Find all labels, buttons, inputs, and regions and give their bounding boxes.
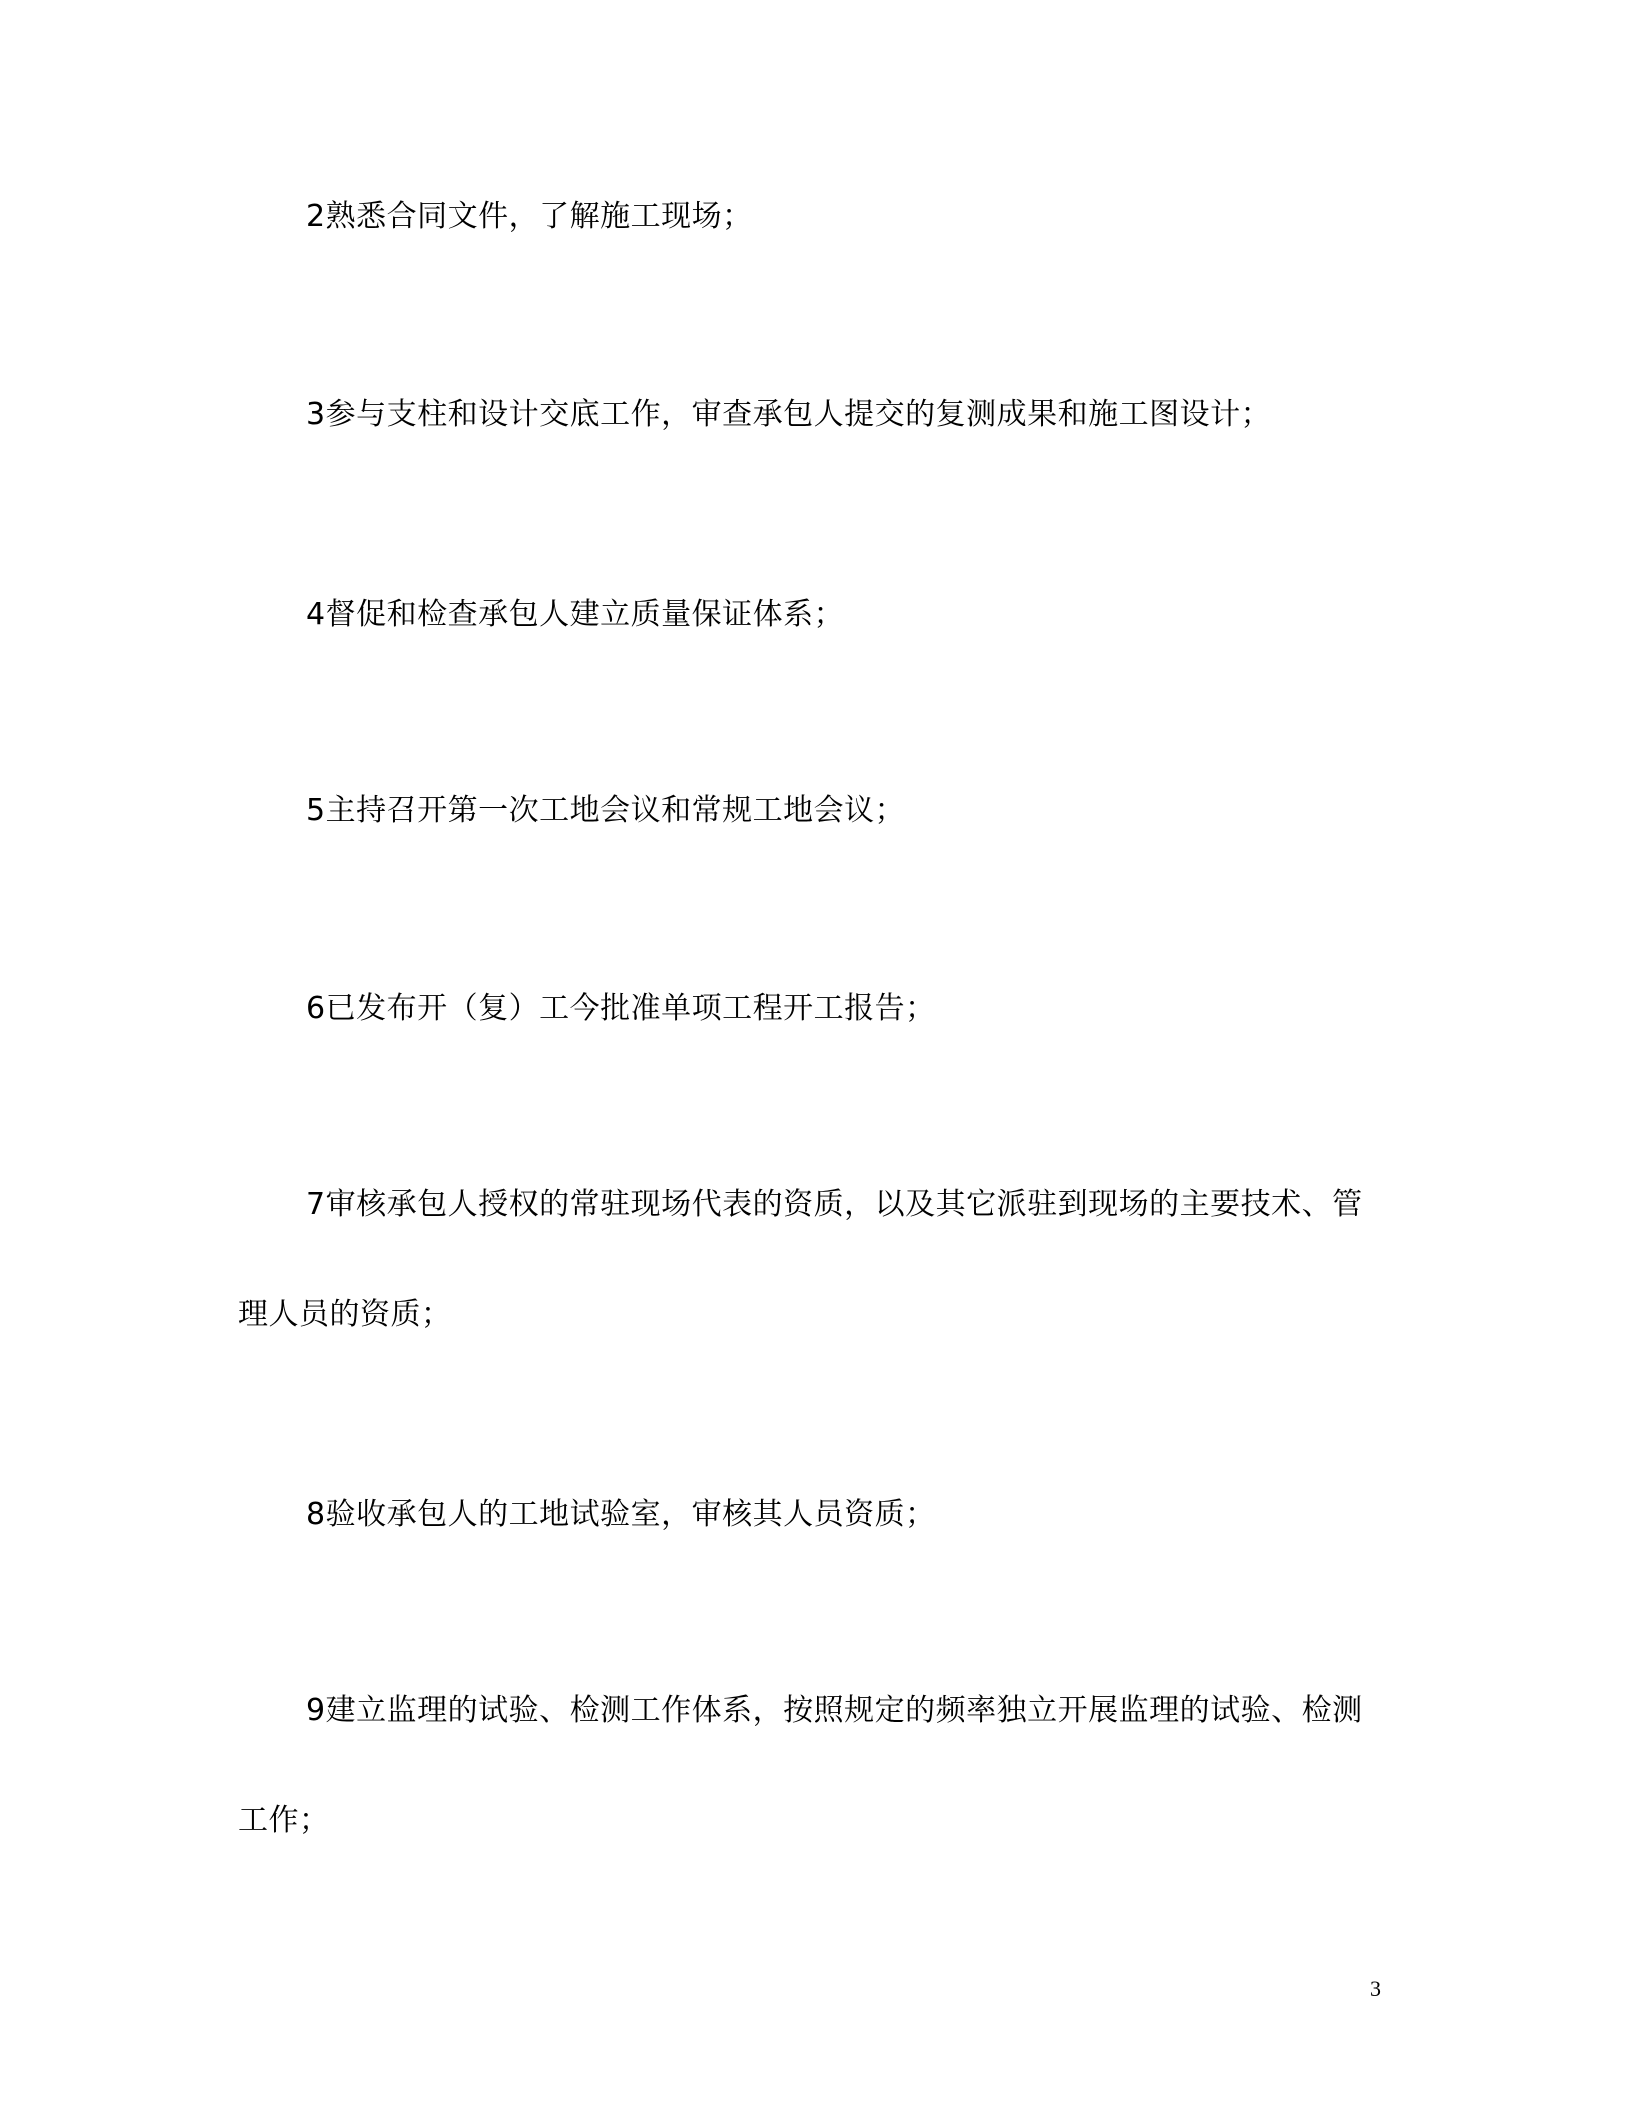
paragraph-item-5: 5主持召开第一次工地会议和常规工地会议； [306,793,906,828]
paragraph-item-2: 2熟悉合同文件，了解施工现场； [306,199,753,234]
paragraph-item-9: 9建立监理的试验、检测工作体系，按照规定的频率独立开展监理的试验、检测工作； [238,1693,1363,1838]
paragraph-item-8: 8验收承包人的工地试验室，审核其人员资质； [306,1497,936,1532]
paragraph-item-7: 7审核承包人授权的常驻现场代表的资质，以及其它派驻到现场的主要技术、管理人员的资质； [238,1187,1363,1332]
paragraph-item-4: 4督促和检查承包人建立质量保证体系； [306,597,845,632]
page-number: 3 [1370,1976,1381,2001]
paragraph-item-3: 3参与支柱和设计交底工作，审查承包人提交的复测成果和施工图设计； [306,397,1272,432]
paragraph-item-6: 6已发布开（复）工今批准单项工程开工报告； [306,991,936,1026]
